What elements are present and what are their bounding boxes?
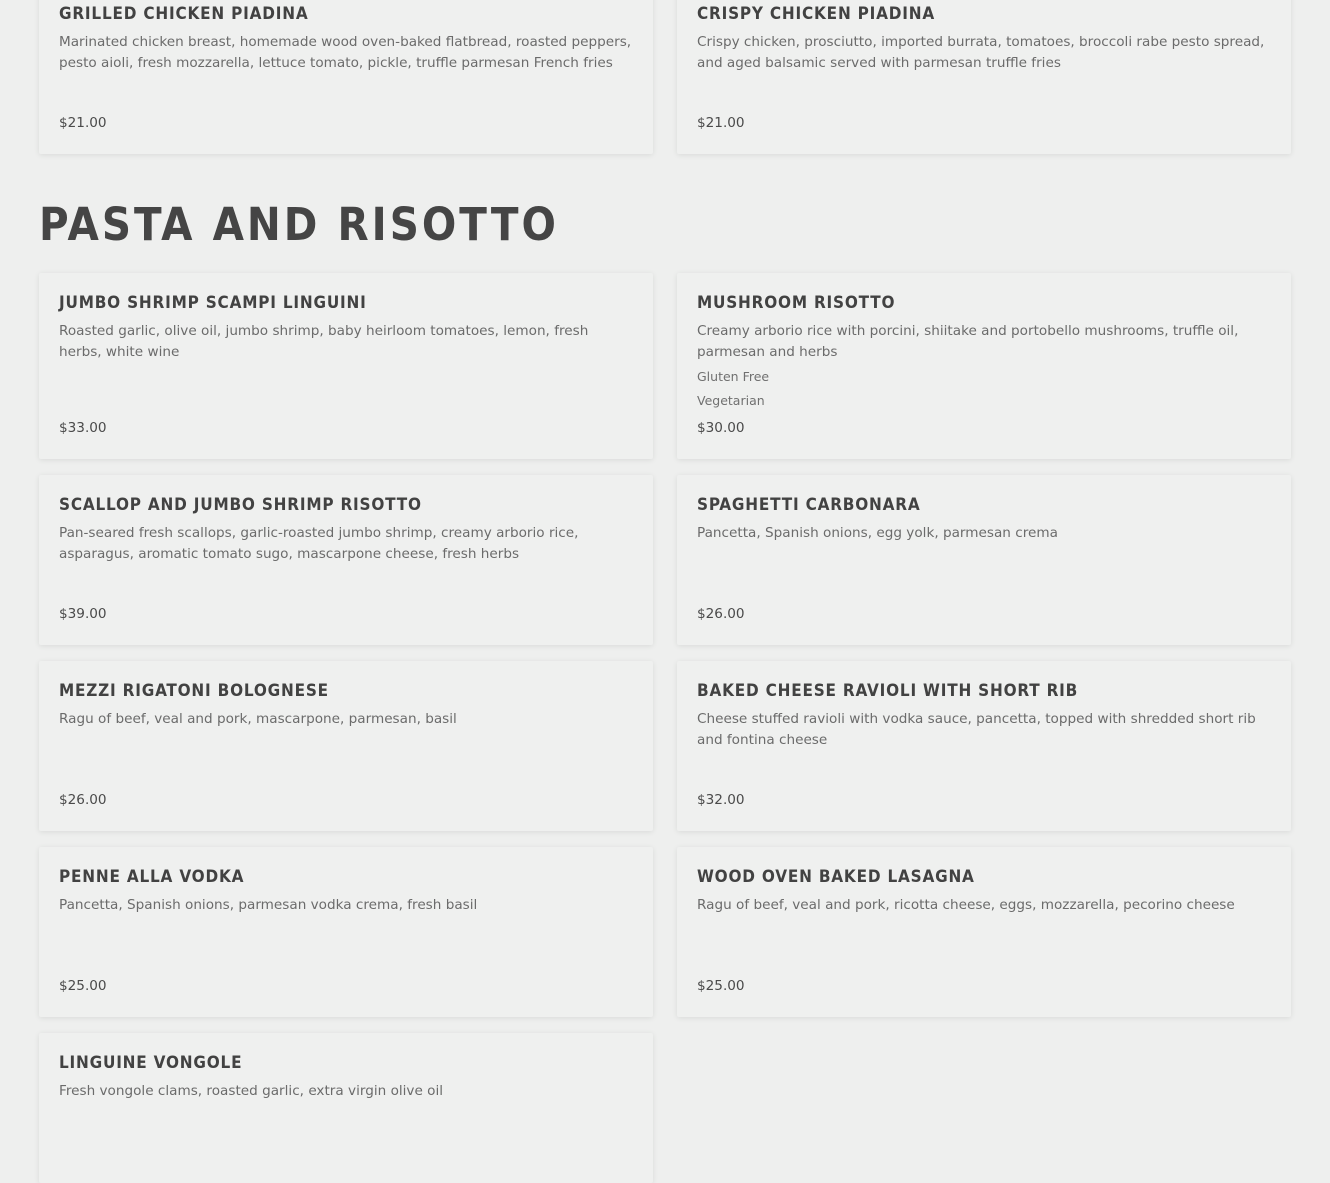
menu-item-price: $26.00 [697,606,745,622]
menu-item-card [39,0,653,154]
menu-item-price: $26.00 [59,792,107,808]
menu-item-name: CRISPY CHICKEN PIADINA [697,4,936,24]
menu-item-card [677,475,1291,645]
menu-item-name: LINGUINE VONGOLE [59,1053,243,1073]
section-heading: PASTA AND RISOTTO [39,198,559,251]
menu-item-card [677,273,1291,459]
menu-item-price: $21.00 [59,115,107,131]
menu-item-price: $30.00 [697,420,745,436]
menu-item-description: Pancetta, Spanish onions, parmesan vodka crema, fresh basil [59,897,478,913]
menu-item-card [39,661,653,831]
menu-item-price: $32.00 [697,792,745,808]
menu-item-description: Pancetta, Spanish onions, egg yolk, parmesan crema [697,525,1058,541]
menu-item-name: GRILLED CHICKEN PIADINA [59,4,309,24]
menu-item-description: Roasted garlic, olive oil, jumbo shrimp, baby heirloom tomatoes, lemon, fresh herbs, white wine [59,323,589,360]
menu-item-card [677,847,1291,1017]
menu-item-name: SPAGHETTI CARBONARA [697,495,921,515]
menu-item-name: MEZZI RIGATONI BOLOGNESE [59,681,329,701]
menu-item-card [39,475,653,645]
menu-item-name: PENNE ALLA VODKA [59,867,245,887]
menu-item-description: Fresh vongole clams, roasted garlic, extra virgin olive oil [59,1083,444,1099]
menu-item-description: Crispy chicken, prosciutto, imported burrata, tomatoes, broccoli rabe pesto spread, and aged balsamic served with parmesan truffle fries [697,34,1265,71]
menu-item-card [677,661,1291,831]
menu-item-description: Cheese stuffed ravioli with vodka sauce, pancetta, topped with shredded short rib and fontina cheese [697,711,1256,748]
menu-item-name: MUSHROOM RISOTTO [697,293,896,313]
menu-item-description: Marinated chicken breast, homemade wood oven-baked flatbread, roasted peppers, pesto aioli, fresh mozzarella, lettuce tomato, pickle, truffle parmesan French fries [59,34,632,71]
menu-item-card [39,273,653,459]
menu-item-price: $21.00 [697,115,745,131]
menu-item-description: Ragu of beef, veal and pork, mascarpone, parmesan, basil [59,711,457,727]
menu-item-description: Pan-seared fresh scallops, garlic-roasted jumbo shrimp, creamy arborio rice, asparagus, aromatic tomato sugo, mascarpone cheese, fresh herbs [59,525,579,562]
dietary-tag-vegetarian: Vegetarian [697,393,765,408]
menu-item-price: $25.00 [697,978,745,994]
menu-item-name: JUMBO SHRIMP SCAMPI LINGUINI [59,293,367,313]
menu-item-card [39,847,653,1017]
menu-item-price: $39.00 [59,606,107,622]
menu-item-price: $33.00 [59,420,107,436]
menu-item-description: Ragu of beef, veal and pork, ricotta cheese, eggs, mozzarella, pecorino cheese [697,897,1235,913]
menu-item-price: $25.00 [59,978,107,994]
menu-item-name: BAKED CHEESE RAVIOLI WITH SHORT RIB [697,681,1079,701]
dietary-tag-gluten-free: Gluten Free [697,369,770,384]
menu-item-name: WOOD OVEN BAKED LASAGNA [697,867,975,887]
menu-item-card [677,0,1291,154]
menu-item-name: SCALLOP AND JUMBO SHRIMP RISOTTO [59,495,422,515]
menu-item-description: Creamy arborio rice with porcini, shiitake and portobello mushrooms, truffle oil, parmesan and herbs [697,323,1239,360]
menu-item-card [39,1033,653,1183]
